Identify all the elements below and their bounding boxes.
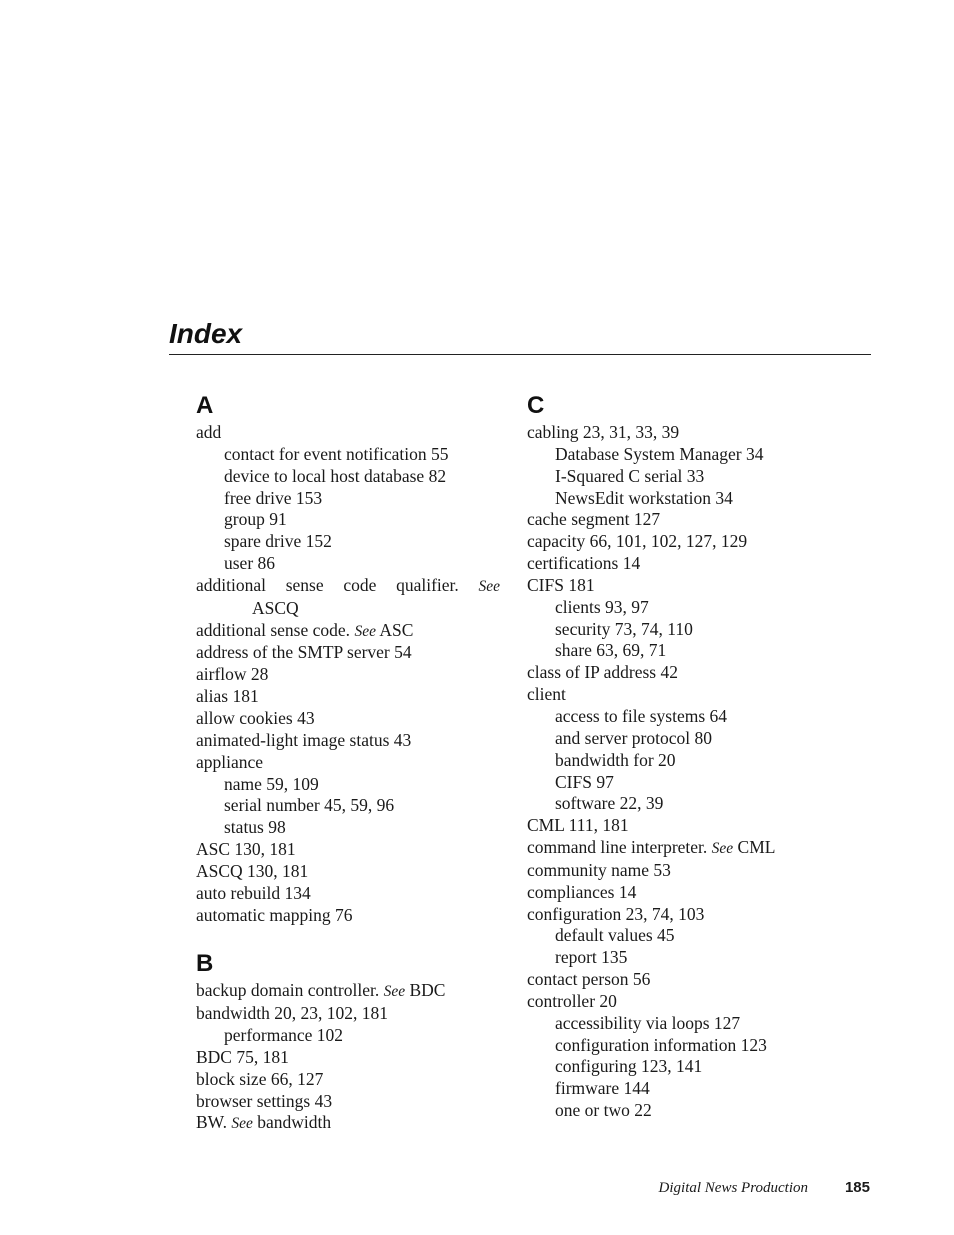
index-entry — [196, 1047, 500, 1069]
entry-text: block size 66, 127 — [196, 1068, 324, 1089]
entry-text: group 91 — [224, 509, 287, 530]
section-letter: B — [196, 950, 214, 978]
index-entry — [196, 575, 500, 598]
entry-text: I-Squared C serial 33 — [555, 465, 705, 486]
entry-text: browser settings 43 — [196, 1090, 333, 1111]
index-entry-list — [196, 980, 500, 1135]
index-entry — [527, 837, 831, 860]
index-subentry — [527, 1056, 831, 1078]
entry-text: contact for event notification 55 — [224, 443, 449, 464]
entry-text: backup domain controller. — [196, 980, 380, 1001]
entry-text: NewsEdit workstation 34 — [555, 487, 733, 508]
index-entry — [527, 531, 831, 553]
entry-text: capacity 66, 101, 102, 127, 129 — [527, 531, 748, 552]
entry-text: CIFS 97 — [555, 771, 614, 792]
see-reference: See — [354, 622, 376, 640]
index-subentry — [196, 509, 500, 531]
index-entry — [196, 664, 500, 686]
entry-text: allow cookies 43 — [196, 707, 315, 728]
entry-text: add — [196, 422, 222, 442]
entry-text: ASC 130, 181 — [196, 839, 296, 860]
index-subentry — [527, 772, 831, 794]
see-target: bandwidth — [257, 1112, 332, 1133]
page-title: Index — [169, 318, 243, 349]
index-entry — [527, 509, 831, 531]
entry-text: status 98 — [224, 817, 286, 838]
index-entry — [527, 575, 831, 597]
entry-text: serial number 45, 59, 96 — [224, 795, 395, 816]
index-subentry — [527, 1035, 831, 1057]
entry-text: BDC 75, 181 — [196, 1046, 289, 1067]
entry-text: Database System Manager 34 — [555, 443, 764, 464]
index-entry — [527, 860, 831, 882]
index-subentry — [527, 1078, 831, 1100]
index-section-b — [196, 947, 500, 1135]
index-entry-list — [527, 422, 831, 1122]
entry-text: client — [527, 684, 566, 705]
section-gap — [196, 926, 500, 947]
section-letter: A — [196, 392, 214, 419]
title-rule — [169, 354, 871, 355]
entry-text: user 86 — [224, 553, 276, 574]
index-entry — [196, 980, 500, 1003]
entry-text: auto rebuild 134 — [196, 882, 311, 903]
index-entry — [527, 553, 831, 575]
index-entry — [196, 883, 500, 905]
entry-text: cabling 23, 31, 33, 39 — [527, 422, 680, 442]
entry-text: bandwidth for 20 — [555, 749, 676, 770]
entry-text: cache segment 127 — [527, 509, 661, 530]
index-entry — [527, 684, 831, 706]
index-subentry — [196, 488, 500, 510]
entry-text: CIFS 181 — [527, 574, 595, 595]
entry-text: appliance — [196, 751, 264, 772]
entry-text: BW. — [196, 1112, 227, 1133]
entry-text: CML 111, 181 — [527, 815, 629, 836]
see-reference: See — [231, 1115, 253, 1133]
index-entry — [196, 422, 500, 444]
index-subentry — [527, 1100, 831, 1122]
index-entry — [527, 662, 831, 684]
index-column-left — [196, 389, 500, 1135]
entry-text: additional sense code qualifier. — [196, 574, 459, 595]
entry-text: automatic mapping 76 — [196, 904, 353, 925]
index-entry — [196, 1091, 500, 1113]
see-target: ASC — [379, 619, 414, 640]
entry-text: additional sense code. — [196, 619, 351, 640]
see-target: BDC — [409, 980, 446, 1001]
index-entry — [527, 882, 831, 904]
index-entry — [196, 752, 500, 774]
index-subentry — [196, 531, 500, 553]
entry-text: ASCQ — [252, 597, 299, 618]
entry-text: security 73, 74, 110 — [555, 618, 693, 639]
index-subentry — [527, 466, 831, 488]
entry-text: and server protocol 80 — [555, 727, 712, 748]
index-section-a — [196, 389, 500, 926]
section-letter: C — [527, 392, 545, 419]
page-number: 185 — [844, 1179, 870, 1196]
entry-text: share 63, 69, 71 — [555, 640, 667, 661]
entry-text: configuration information 123 — [555, 1034, 767, 1055]
entry-text: device to local host database 82 — [224, 465, 447, 486]
index-subentry — [527, 728, 831, 750]
entry-text: firmware 144 — [555, 1078, 650, 1099]
index-entry — [527, 904, 831, 926]
index-entry — [196, 861, 500, 883]
entry-text: alias 181 — [196, 686, 259, 707]
index-entry — [527, 815, 831, 837]
index-subentry — [196, 553, 500, 575]
entry-text: controller 20 — [527, 990, 617, 1011]
index-entry — [196, 1069, 500, 1091]
index-subentry — [527, 1013, 831, 1035]
index-entry — [527, 422, 831, 444]
index-subentry — [527, 619, 831, 641]
index-entry — [196, 620, 500, 643]
entry-text: community name 53 — [527, 859, 671, 880]
index-entry — [527, 969, 831, 991]
index-subentry — [527, 793, 831, 815]
index-subentry — [527, 925, 831, 947]
entry-text: bandwidth 20, 23, 102, 181 — [196, 1003, 389, 1024]
entry-text: contact person 56 — [527, 969, 651, 990]
entry-text: certifications 14 — [527, 553, 641, 574]
index-entry — [196, 686, 500, 708]
index-column-right — [527, 389, 831, 1122]
entry-text: clients 93, 97 — [555, 596, 649, 617]
index-entry — [527, 991, 831, 1013]
see-target: CML — [737, 837, 776, 858]
index-entry — [196, 642, 500, 664]
index-subentry — [196, 817, 500, 839]
index-subentry — [196, 795, 500, 817]
index-subentry — [527, 444, 831, 466]
index-subentry — [527, 706, 831, 728]
entry-text: software 22, 39 — [555, 793, 664, 814]
entry-text: report 135 — [555, 947, 628, 968]
index-section-c — [527, 389, 831, 1122]
entry-text: command line interpreter. — [527, 837, 708, 858]
index-entry-list — [196, 422, 500, 926]
see-reference: See — [478, 577, 500, 595]
index-entry — [196, 839, 500, 861]
index-subentry — [527, 597, 831, 619]
entry-text: airflow 28 — [196, 664, 269, 685]
index-subentry — [196, 466, 500, 488]
entry-text: default values 45 — [555, 925, 675, 946]
index-subentry — [196, 1025, 500, 1047]
index-subentry — [196, 444, 500, 466]
entry-text: access to file systems 64 — [555, 705, 728, 726]
index-subentry — [527, 488, 831, 510]
see-reference: See — [711, 840, 734, 858]
see-reference: See — [383, 983, 406, 1001]
entry-text: name 59, 109 — [224, 773, 319, 794]
entry-text: address of the SMTP server 54 — [196, 642, 412, 663]
entry-text: class of IP address 42 — [527, 662, 678, 683]
entry-text: configuration 23, 74, 103 — [527, 903, 705, 924]
index-subentry — [527, 947, 831, 969]
entry-text: configuring 123, 141 — [555, 1056, 703, 1077]
entry-text: one or two 22 — [555, 1100, 652, 1121]
index-subentry — [527, 750, 831, 772]
footer-book-title: Digital News Production — [658, 1180, 808, 1196]
index-entry — [196, 1003, 500, 1025]
index-entry — [196, 730, 500, 752]
entry-text: free drive 153 — [224, 487, 323, 508]
entry-text: accessibility via loops 127 — [555, 1012, 741, 1033]
index-subentry — [527, 640, 831, 662]
index-subentry — [196, 774, 500, 796]
index-entry-continuation — [196, 598, 500, 620]
index-entry — [196, 905, 500, 927]
entry-text: animated-light image status 43 — [196, 729, 412, 750]
entry-text: ASCQ 130, 181 — [196, 860, 309, 881]
index-entry — [196, 708, 500, 730]
index-entry — [196, 1112, 500, 1135]
entry-text: performance 102 — [224, 1025, 344, 1046]
entry-text: spare drive 152 — [224, 531, 332, 552]
entry-text: compliances 14 — [527, 881, 637, 902]
